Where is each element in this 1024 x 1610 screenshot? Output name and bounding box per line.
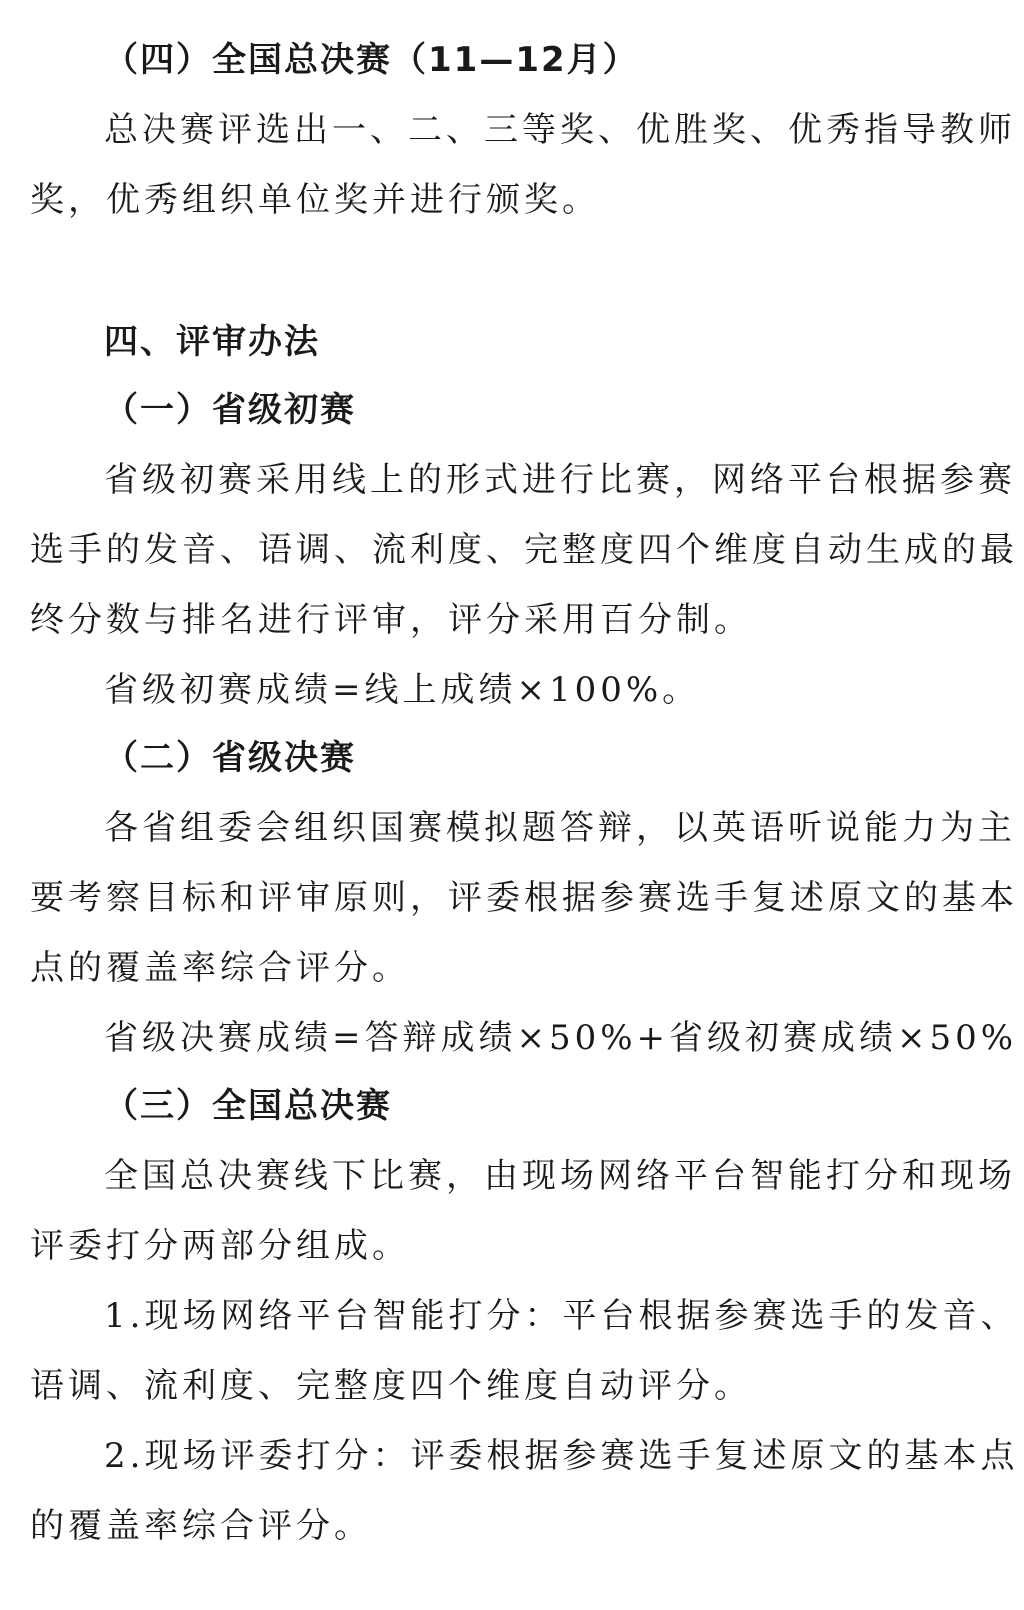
section-heading-final: （四）全国总决赛（11—12月） [104, 40, 639, 80]
chapter-heading-review: 四、评审办法 [104, 322, 320, 362]
paragraph-line: 省级初赛采用线上的形式进行比赛，网络平台根据参赛 [104, 460, 1016, 500]
section-heading-provincial-final: （二）省级决赛 [104, 738, 356, 778]
paragraph-line: 各省组委会组织国赛模拟题答辩，以英语听说能力为主 [104, 808, 1016, 848]
paragraph-line: 终分数与排名进行评审，评分采用百分制。 [30, 600, 752, 640]
paragraph-line: 全国总决赛线下比赛，由现场网络平台智能打分和现场 [104, 1156, 1016, 1196]
paragraph-line: 评委打分两部分组成。 [30, 1226, 410, 1266]
paragraph-line: 要考察目标和评审原则，评委根据参赛选手复述原文的基本 [30, 878, 1018, 918]
paragraph-line: 点的覆盖率综合评分。 [30, 948, 410, 988]
paragraph-line: 的覆盖率综合评分。 [30, 1506, 372, 1546]
formula-line: 省级初赛成绩=线上成绩×100%。 [104, 670, 701, 710]
paragraph-line: 总决赛评选出一、二、三等奖、优胜奖、优秀指导教师 [104, 110, 1016, 150]
paragraph-line: 选手的发音、语调、流利度、完整度四个维度自动生成的最 [30, 530, 1018, 570]
paragraph-line: 语调、流利度、完整度四个维度自动评分。 [30, 1366, 752, 1406]
paragraph-line: 奖，优秀组织单位奖并进行颁奖。 [30, 180, 600, 220]
formula-line: 省级决赛成绩=答辩成绩×50%+省级初赛成绩×50% [104, 1018, 1018, 1058]
paragraph-line: 2.现场评委打分：评委根据参赛选手复述原文的基本点 [104, 1436, 1019, 1476]
section-heading-preliminary: （一）省级初赛 [104, 390, 356, 430]
section-heading-national-final: （三）全国总决赛 [104, 1086, 392, 1126]
paragraph-line: 1.现场网络平台智能打分：平台根据参赛选手的发音、 [104, 1296, 1019, 1336]
